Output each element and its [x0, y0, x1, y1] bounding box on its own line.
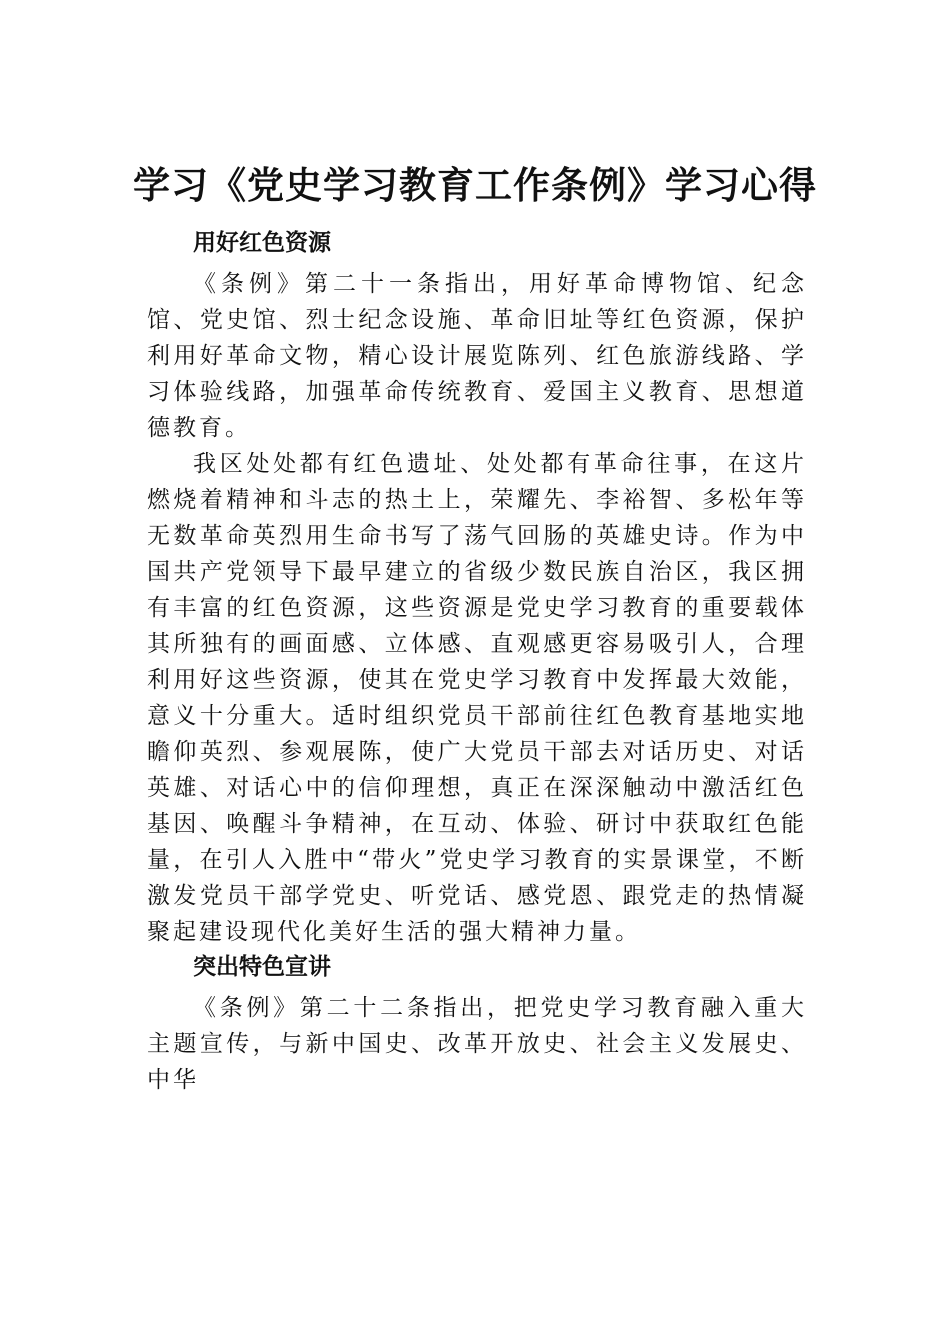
paragraph: 我区处处都有红色遗址、处处都有革命往事，在这片燃烧着精神和斗志的热土上，荣耀先、李裕智、多松年等无数革命英烈用生命书写了荡气回肠的英雄史诗。作为中国共产党领导下最早建立的省级少数民族自治区，我区拥有丰富的红色资源，这些资源是党史学习教育的重要载体其所独有的画面感、立体感、直观感更容易吸引人，合理利用好这些资源，使其在党史学习教育中发挥最大效能，意义十分重大。适时组织党员干部前往红色教育基地实地瞻仰英烈、参观展陈，使广大党员干部去对话历史、对话英雄、对话心中的信仰理想，真正在深深触动中激活红色基因、唤醒斗争精神，在互动、体验、研讨中获取红色能量，在引人入胜中“带火”党史学习教育的实景课堂，不断激发党员干部学党史、听党话、感党恩、跟党走的热情凝聚起建设现代化美好生活的强大精神力量。	[147, 451, 807, 945]
section-heading: 用好红色资源	[193, 230, 331, 256]
document-title: 学习《党史学习教育工作条例》学习心得	[133, 163, 817, 207]
paragraph: 《条例》第二十一条指出，用好革命博物馆、纪念馆、党史馆、烈士纪念设施、革命旧址等红色资源，保护利用好革命文物，精心设计展览陈列、红色旅游线路、学习体验线路，加强革命传统教育、爱国主义教育、思想道德教育。	[147, 271, 807, 441]
document-body	[147, 226, 807, 1098]
section-red-resources	[147, 226, 807, 950]
section-heading: 突出特色宣讲	[193, 954, 331, 980]
paragraph: 《条例》第二十二条指出，把党史学习教育融入重大主题宣传，与新中国史、改革开放史、社会主义发展史、中华	[147, 995, 807, 1093]
section-special-lectures	[147, 950, 807, 1098]
